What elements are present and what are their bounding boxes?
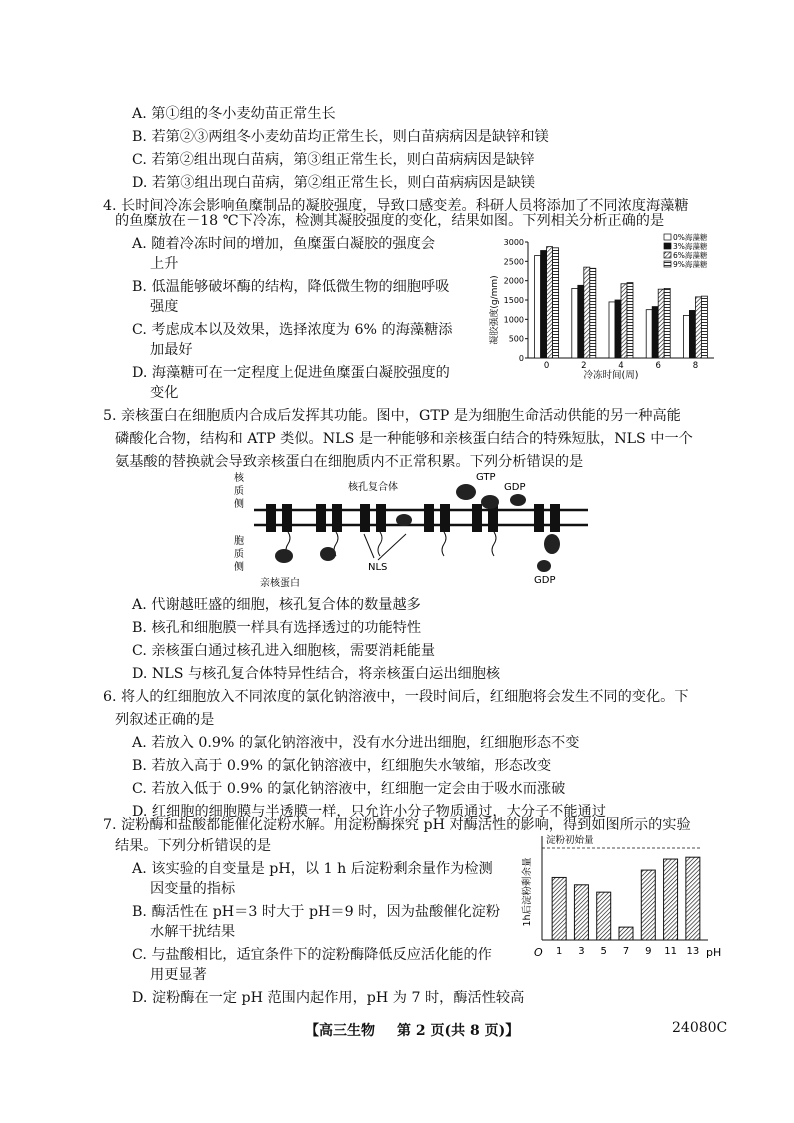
q7-option-b-cont: 水解干扰结果 bbox=[150, 924, 236, 940]
bar bbox=[619, 927, 633, 940]
x-tick-label: 0 bbox=[543, 361, 550, 371]
chart-bars bbox=[552, 857, 700, 940]
gel-strength-chart bbox=[486, 228, 730, 382]
q5-stem-line3: 氨基酸的替换就会导致亲核蛋白在细胞质内不正常积累。下列分析错误的是 bbox=[115, 454, 584, 470]
cytoplasm-side-label-2: 质 bbox=[234, 549, 244, 560]
bar bbox=[686, 857, 700, 940]
q4-option-c-cont: 加最好 bbox=[150, 342, 193, 358]
q4-option-a-cont: 上升 bbox=[150, 256, 179, 272]
y-tick-label: 1000 bbox=[503, 315, 524, 325]
bar bbox=[578, 285, 584, 358]
legend-swatch bbox=[664, 261, 671, 267]
chart-reference-line-label: 淀粉初始量 bbox=[546, 835, 594, 846]
q6-stem-line2: 列叙述正确的是 bbox=[115, 712, 215, 728]
footer-subject: 【高三生物 bbox=[305, 1023, 375, 1039]
bar bbox=[689, 310, 695, 358]
q7-option-c: C. 与盐酸相比，适宜条件下的淀粉酶降低反应活化能的作 bbox=[132, 947, 492, 963]
legend-label: 0%海藻糖 bbox=[673, 233, 708, 242]
bar bbox=[664, 859, 678, 940]
bar bbox=[609, 302, 615, 358]
q5-stem-line2: 磷酸化合物，结构和 ATP 类似。NLS 是一种能够和亲核蛋白结合的特殊短肽，NLS 中一个 bbox=[115, 431, 693, 447]
x-tick-label: 11 bbox=[664, 946, 677, 957]
x-tick-label: 6 bbox=[655, 361, 661, 371]
npc-label: 核孔复合体 bbox=[348, 482, 398, 493]
q4-option-d: D. 海藻糖可在一定程度上促进鱼糜蛋白凝胶强度的 bbox=[132, 365, 450, 381]
nls-label: NLS bbox=[368, 562, 388, 573]
bar bbox=[652, 307, 658, 358]
x-tick-label: 7 bbox=[622, 946, 630, 957]
bar bbox=[535, 256, 541, 358]
bar bbox=[584, 267, 590, 358]
q6-option-d: D. 红细胞的细胞膜与半透膜一样，只允许小分子物质通过，大分子不能通过 bbox=[132, 804, 606, 820]
legend-label: 3%海藻糖 bbox=[673, 242, 708, 251]
y-tick-label: 3000 bbox=[503, 238, 524, 247]
footer-page: 第 2 页(共 8 页)】 bbox=[397, 1023, 520, 1039]
chart-origin-label: O bbox=[534, 946, 543, 959]
legend-label: 9%海藻糖 bbox=[673, 260, 708, 269]
gdp-top-label: GDP bbox=[504, 482, 526, 493]
gdp-bottom-label: GDP bbox=[534, 575, 556, 586]
bar bbox=[615, 300, 621, 358]
q5-option-d: D. NLS 与核孔复合体特异性结合，将亲核蛋白运出细胞核 bbox=[132, 666, 501, 682]
bar bbox=[547, 247, 553, 358]
bar bbox=[541, 251, 547, 358]
pore-fibrils bbox=[286, 532, 496, 560]
bar bbox=[658, 289, 664, 358]
x-tick-label: 1 bbox=[555, 946, 563, 957]
cytoplasm-side-label-3: 侧 bbox=[234, 562, 244, 573]
q7-stem-line2: 结果。下列分析错误的是 bbox=[115, 838, 272, 854]
q6-option-c: C. 若放入低于 0.9% 的氯化钠溶液中，红细胞一定会由于吸水而涨破 bbox=[132, 781, 566, 797]
bar bbox=[590, 268, 596, 358]
bar bbox=[627, 283, 633, 358]
q4-option-c: C. 考虑成本以及效果，选择浓度为 6% 的海藻糖添 bbox=[132, 322, 453, 338]
q4-option-d-cont: 变化 bbox=[150, 385, 179, 401]
q4-option-b: B. 低温能够破坏酶的结构，降低微生物的细胞呼吸 bbox=[132, 279, 450, 295]
bar bbox=[572, 288, 578, 358]
legend-swatch bbox=[664, 252, 671, 258]
x-tick-label: 5 bbox=[600, 946, 607, 957]
y-tick-label: 2000 bbox=[503, 276, 524, 286]
chart-x-axis-label: 冷冻时间(周) bbox=[583, 370, 639, 381]
q5-stem-line1: 5. 亲核蛋白在细胞质内合成后发挥其功能。图中，GTP 是为细胞生命活动供能的另一种高能 bbox=[103, 408, 681, 424]
legend-swatch bbox=[664, 243, 671, 249]
y-tick-label: 2500 bbox=[503, 257, 524, 267]
legend-label: 6%海藻糖 bbox=[673, 251, 708, 260]
q6-option-b: B. 若放入高于 0.9% 的氯化钠溶液中，红细胞失水皱缩，形态改变 bbox=[132, 758, 552, 774]
bar bbox=[574, 885, 588, 940]
x-tick-label: 4 bbox=[618, 361, 624, 371]
q7-option-b: B. 酶活性在 pH＝3 时大于 pH＝9 时，因为盐酸催化淀粉 bbox=[132, 904, 501, 920]
chart-x-axis-label: pH bbox=[706, 946, 722, 959]
nuclear-protein-label: 亲核蛋白 bbox=[260, 578, 300, 589]
nucleus-side-label-2: 质 bbox=[234, 486, 244, 497]
y-tick-label: 500 bbox=[508, 334, 524, 344]
footer-code: 24080C bbox=[672, 1020, 728, 1036]
bar bbox=[646, 310, 652, 358]
bar bbox=[597, 892, 611, 940]
chart-legend bbox=[664, 232, 708, 269]
q6-stem-line1: 6. 将人的红细胞放入不同浓度的氯化钠溶液中，一段时间后，红细胞将会发生不同的变化。下 bbox=[103, 689, 689, 705]
q6-option-a: A. 若放入 0.9% 的氯化钠溶液中，没有水分进出细胞，红细胞形态不变 bbox=[132, 735, 580, 751]
chart-y-axis-label: 凝胶强度(g/mm) bbox=[490, 275, 500, 345]
q7-option-a: A. 该实验的自变量是 pH，以 1 h 后淀粉剩余量作为检测 bbox=[132, 861, 493, 877]
x-tick-label: 13 bbox=[686, 946, 700, 957]
x-tick-label: 2 bbox=[581, 361, 587, 371]
bar bbox=[621, 284, 627, 358]
nuclear-pore-diagram bbox=[228, 470, 598, 590]
x-tick-label: 3 bbox=[578, 946, 585, 957]
q3-option-a: A. 第①组的冬小麦幼苗正常生长 bbox=[132, 106, 336, 122]
bar bbox=[552, 877, 566, 940]
q7-stem-line1: 7. 淀粉酶和盐酸都能催化淀粉水解。用淀粉酶探究 pH 对酶活性的影响，得到如图所示的实验 bbox=[103, 817, 691, 833]
y-tick-label: 0 bbox=[518, 354, 524, 363]
nucleus-side-label-3: 侧 bbox=[234, 499, 244, 510]
x-tick-label: 9 bbox=[645, 946, 652, 957]
bar bbox=[695, 297, 701, 358]
chart-y-axis-label: 1h后淀粉剩余量 bbox=[522, 857, 533, 927]
q3-option-c: C. 若第②组出现白苗病，第③组正常生长，则白苗病病因是缺锌 bbox=[132, 152, 535, 168]
pore-complexes bbox=[266, 504, 560, 532]
starch-remaining-chart bbox=[520, 832, 726, 960]
bar bbox=[664, 288, 670, 358]
x-tick-label: 8 bbox=[692, 361, 699, 371]
q5-option-c: C. 亲核蛋白通过核孔进入细胞核，需要消耗能量 bbox=[132, 643, 436, 659]
q3-option-d: D. 若第③组出现白苗病，第②组正常生长，则白苗病病因是缺镁 bbox=[132, 175, 535, 191]
nucleus-side-label-1: 核 bbox=[234, 473, 244, 484]
bar bbox=[701, 296, 707, 358]
q3-option-b: B. 若第②③两组冬小麦幼苗均正常生长，则白苗病病因是缺锌和镁 bbox=[132, 129, 549, 145]
gtp-label: GTP bbox=[476, 472, 496, 483]
q4-option-a: A. 随着冷冻时间的增加，鱼糜蛋白凝胶的强度会 bbox=[132, 236, 436, 252]
q7-option-a-cont: 因变量的指标 bbox=[150, 881, 236, 897]
q7-option-c-cont: 用更显著 bbox=[150, 967, 207, 983]
q5-option-b: B. 核孔和细胞膜一样具有选择透过的功能特性 bbox=[132, 620, 422, 636]
bar bbox=[553, 248, 559, 358]
bar bbox=[641, 870, 655, 940]
cytoplasm-side-label-1: 胞 bbox=[234, 536, 244, 547]
q5-option-a: A. 代谢越旺盛的细胞，核孔复合体的数量越多 bbox=[132, 597, 421, 613]
q4-stem-line2: 的鱼糜放在－18 ℃下冷冻，检测其凝胶强度的变化，结果如图。下列相关分析正确的是 bbox=[115, 213, 665, 229]
legend-swatch bbox=[664, 234, 671, 240]
bar bbox=[683, 315, 689, 358]
q4-stem-line1: 4. 长时间冷冻会影响鱼糜制品的凝胶强度，导致口感变差。科研人员将添加了不同浓度海藻糖 bbox=[103, 198, 689, 214]
q4-option-b-cont: 强度 bbox=[150, 299, 179, 315]
y-tick-label: 1500 bbox=[503, 296, 524, 305]
q7-option-d: D. 淀粉酶在一定 pH 范围内起作用，pH 为 7 时，酶活性较高 bbox=[132, 990, 525, 1006]
